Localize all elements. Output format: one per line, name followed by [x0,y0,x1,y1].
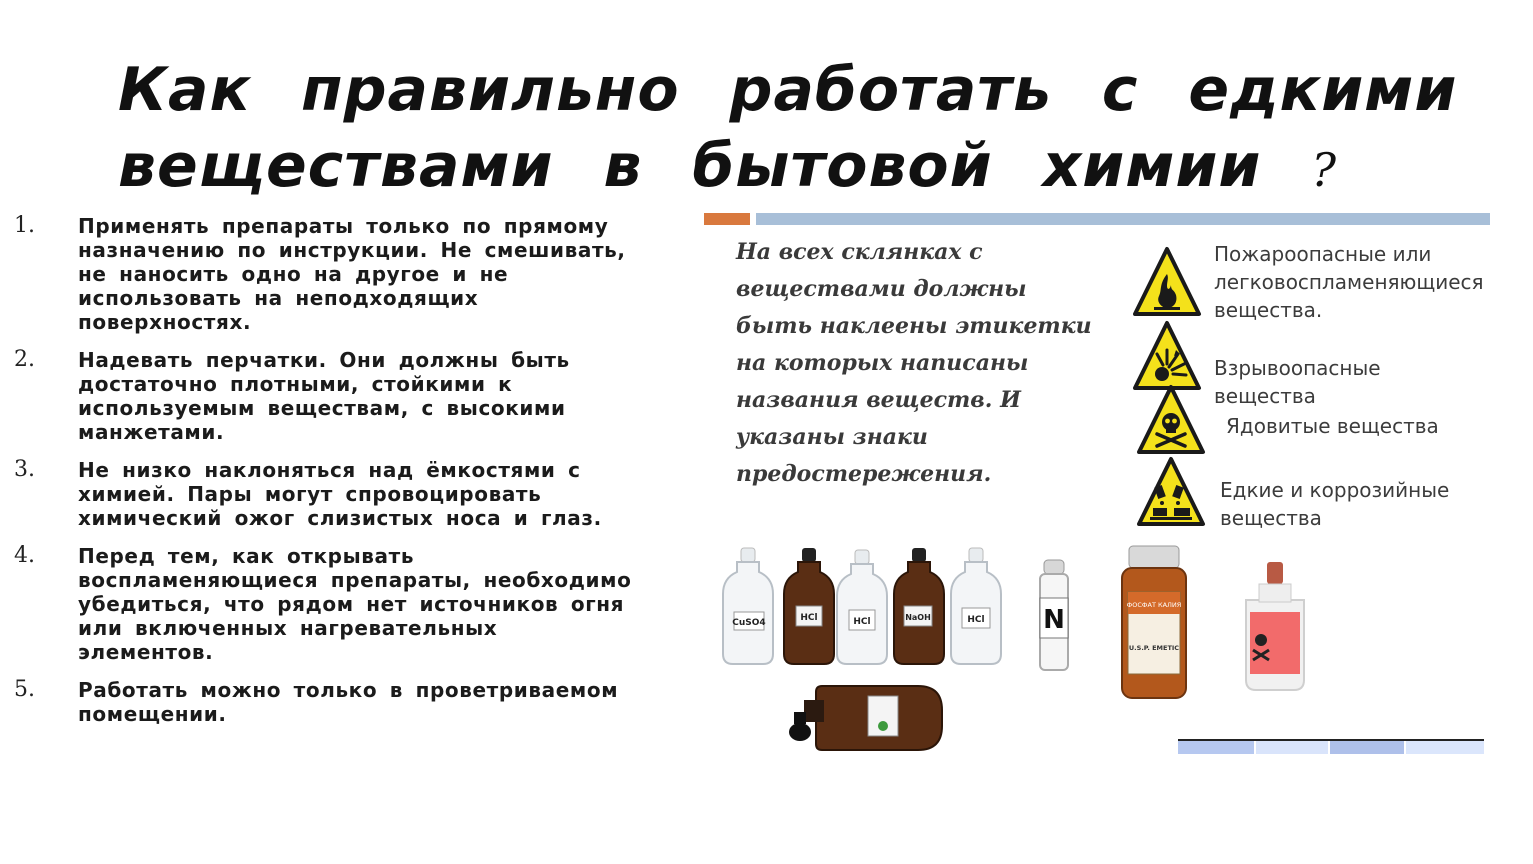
safety-rules-list [0,214,640,740]
chemical-bottles-image [704,540,1490,760]
bottle-clear-3 [951,548,1001,664]
hazard-label-flammable: Пожароопасные или легковоспламеняющиеся вещества. [1214,242,1484,322]
bottle-clear-1 [723,548,773,664]
title-line-1: Как правильно работать с едкими [118,55,1458,125]
bottle-brown-2 [894,548,944,664]
rule-text: Надевать перчатки. Они должны быть достаточно плотными, стойкими к используемым веществам, с высокими манжетами. [78,348,570,444]
bottle-label-5: HCl [967,615,985,625]
bottle-label-3: HCl [853,617,871,627]
rule-text: Не низко наклоняться над ёмкостями с химией. Пары могут спровоцировать химический ожог слизистых носа и глаз. [78,458,602,530]
rule-number: 4. [14,543,35,568]
accent-bar [704,213,750,225]
hazard-label-corrosive: Едкие и коррозийные вещества [1220,478,1450,530]
rule-item [0,458,640,530]
vial [1040,560,1068,670]
title-line-2-text: веществами в бытовой химии [118,131,1262,201]
explosive-icon [1132,320,1202,392]
rule-text: Применять препараты только по прямому назначению по инструкции. Не смешивать, не наносить одно на другое и не использовать на неподходящих поверхностях. [78,214,626,334]
bottle-label-1: CuSO4 [732,618,766,628]
rule-text: Работать можно только в проветриваемом помещении. [78,678,619,726]
slide-title [118,52,1458,208]
header-bar [756,213,1490,225]
partial-image-strip [1178,738,1488,754]
rule-text: Перед тем, как открывать воспламеняющиеся препараты, необходимо убедиться, что рядом нет источников огня или включенных нагревательных элементов. [78,544,632,664]
rule-number: 3. [14,457,35,482]
flammable-icon [1132,246,1202,318]
vial-label: N [1043,605,1065,635]
rule-number: 1. [14,213,35,238]
title-line-2 [118,128,1338,208]
rule-item [0,544,640,664]
bottle-brown-lying [804,686,942,750]
toxic-icon [1136,384,1206,456]
bottle-label-4: NaOH [905,613,931,622]
rule-item [0,214,640,334]
bottle-clear-2 [837,550,887,664]
bottle-brown-1 [784,548,834,664]
rule-number: 5. [14,677,35,702]
rule-number: 2. [14,347,35,372]
corrosive-icon [1136,456,1206,528]
poison-flask [1246,562,1304,690]
hazard-label-explosive: Взрывоопасные вещества [1214,356,1381,408]
jar-label-top: ФОСФАТ КАЛИЯ [1126,601,1182,609]
hazard-label-toxic: Ядовитые вещества [1226,414,1439,438]
jar-label-bottom: U.S.P. EMETIC [1128,644,1180,652]
labeling-note: На всех склянках с веществами должны быть наклеены этикетки на которых написаны названия веществ. И указаны знаки предостережения. [736,239,1092,487]
rule-item [0,348,640,444]
bottle-label-2: HCl [800,613,818,623]
rule-item [0,678,640,726]
amber-jar [1122,546,1186,698]
title-question-mark: ? [1311,143,1338,197]
hazard-labels-panel [704,210,1490,760]
